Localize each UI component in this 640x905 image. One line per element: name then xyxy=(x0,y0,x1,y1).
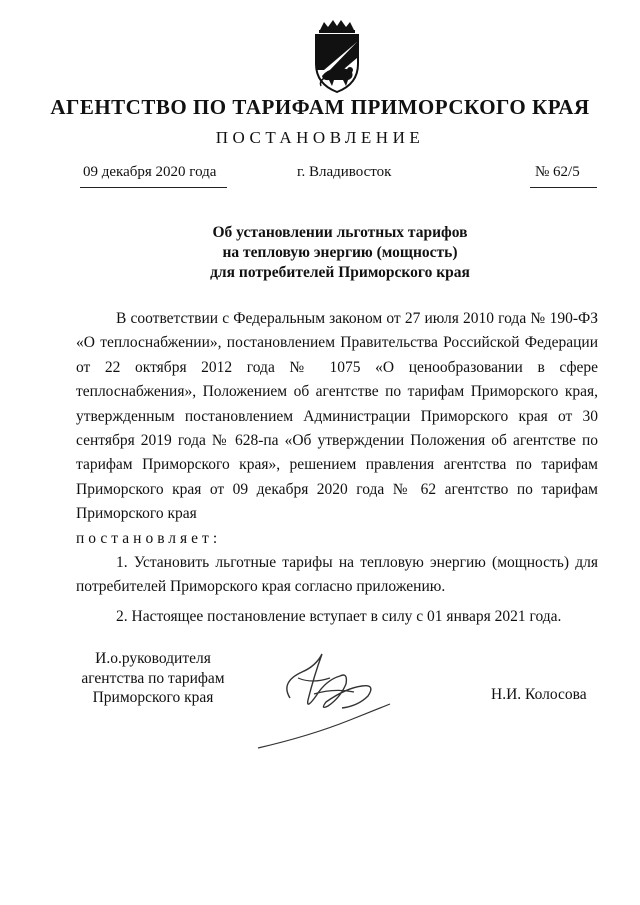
document-date: 09 декабря 2020 года xyxy=(83,164,217,180)
position-line: Приморского края xyxy=(92,689,214,706)
title-line: на тепловую энергию (мощность) xyxy=(222,244,458,261)
number-underline xyxy=(530,187,597,188)
document-type: ПОСТАНОВЛЕНИЕ xyxy=(215,128,425,147)
handwritten-signature xyxy=(250,636,400,756)
signatory-name: Н.И. Колосова xyxy=(491,686,587,703)
title-line: Об установлении льготных тарифов xyxy=(212,224,468,241)
position-line: И.о.руководителя xyxy=(95,650,211,667)
document-body xyxy=(76,307,598,629)
signatory-position xyxy=(78,649,228,708)
coat-of-arms-icon xyxy=(300,18,374,94)
document-city: г. Владивосток xyxy=(297,164,392,180)
clause-2: 2. Настоящее постановление вступает в силу с 01 января 2021 года. xyxy=(116,607,562,625)
preamble-paragraph: В соответствии с Федеральным законом от 27 июля 2010 года № 190-ФЗ «О теплоснабжении», постановлением Правительства Российской Федерации от 22 октября 2012 года № 1075 «О ценообразовании в сфере теплоснабжения», Положением об агентстве по тарифам Приморского края, утвержденным постановлением Администрации Приморского края от 30 сентября 2019 года № 628-па «Об утверждении Положения об агентстве по тарифам Приморского края», решением правления агентства по тарифам Приморского края от 09 декабря 2020 года № 62 агентство по тарифам Приморского края xyxy=(76,310,598,523)
document-number: № 62/5 xyxy=(535,164,580,180)
date-underline xyxy=(80,187,227,188)
clause-1: 1. Установить льготные тарифы на тепловую энергию (мощность) для потребителей Приморского края согласно приложению. xyxy=(76,554,598,596)
agency-name: АГЕНТСТВО ПО ТАРИФАМ ПРИМОРСКОГО КРАЯ xyxy=(50,95,590,119)
decree-word: постановляет: xyxy=(76,529,222,547)
document-title xyxy=(0,223,640,283)
position-line: агентства по тарифам xyxy=(81,669,225,687)
title-line: для потребителей Приморского края xyxy=(210,264,470,281)
